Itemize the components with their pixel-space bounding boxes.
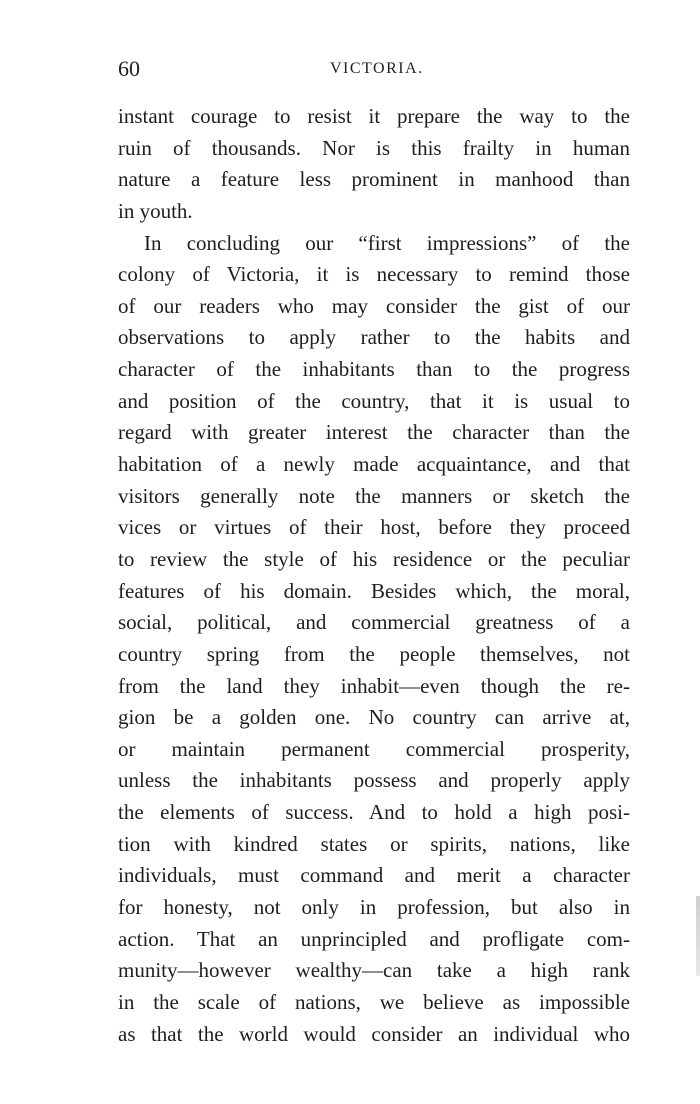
page-edge-shadow <box>696 896 700 976</box>
text-line: tion with kindred states or spirits, nations, like <box>118 831 630 856</box>
text-line: the elements of success. And to hold a high posi- <box>118 800 630 825</box>
text-line: for honesty, not only in profession, but also in <box>118 895 630 920</box>
text-line: features of his domain. Besides which, the moral, <box>118 578 630 603</box>
text-line: in the scale of nations, we believe as impossible <box>118 989 630 1014</box>
page-header <box>118 54 630 84</box>
text-line: in youth. <box>118 198 193 223</box>
text-line: visitors generally note the manners or sketch the <box>118 483 630 508</box>
text-line: country spring from the people themselves, not <box>118 641 630 666</box>
text-line: character of the inhabitants than to the progress <box>118 357 630 382</box>
text-line: In concluding our “first impressions” of the <box>144 230 630 255</box>
text-line: vices or virtues of their host, before they proceed <box>118 515 630 540</box>
text-line: colony of Victoria, it is necessary to remind those <box>118 262 630 287</box>
text-line: or maintain permanent commercial prosperity, <box>118 736 630 761</box>
running-title: VICTORIA. <box>330 60 424 77</box>
text-line: as that the world would consider an individual who <box>118 1021 630 1046</box>
text-line: regard with greater interest the character than the <box>118 420 630 445</box>
text-line: to review the style of his residence or the peculiar <box>118 546 630 571</box>
text-line: from the land they inhabit—even though the re- <box>118 673 630 698</box>
text-line: munity—however wealthy—can take a high rank <box>118 958 630 983</box>
text-line: and position of the country, that it is usual to <box>118 388 630 413</box>
text-line: instant courage to resist it prepare the way to the <box>118 104 630 128</box>
text-line: action. That an unprincipled and profligate com- <box>118 926 630 951</box>
text-line: individuals, must command and merit a character <box>118 863 630 888</box>
text-line: observations to apply rather to the habits and <box>118 325 630 350</box>
text-line: nature a feature less prominent in manhood than <box>118 167 630 192</box>
text-line: of our readers who may consider the gist of our <box>118 293 630 318</box>
text-line: ruin of thousands. Nor is this frailty in human <box>118 135 630 160</box>
text-line: social, political, and commercial greatness of a <box>118 610 630 635</box>
text-line: gion be a golden one. No country can arrive at, <box>118 705 630 730</box>
body-text <box>118 101 630 1050</box>
text-line: unless the inhabitants possess and properly apply <box>118 768 630 793</box>
page-number: 60 <box>118 56 140 81</box>
text-line: habitation of a newly made acquaintance, and that <box>118 452 630 477</box>
